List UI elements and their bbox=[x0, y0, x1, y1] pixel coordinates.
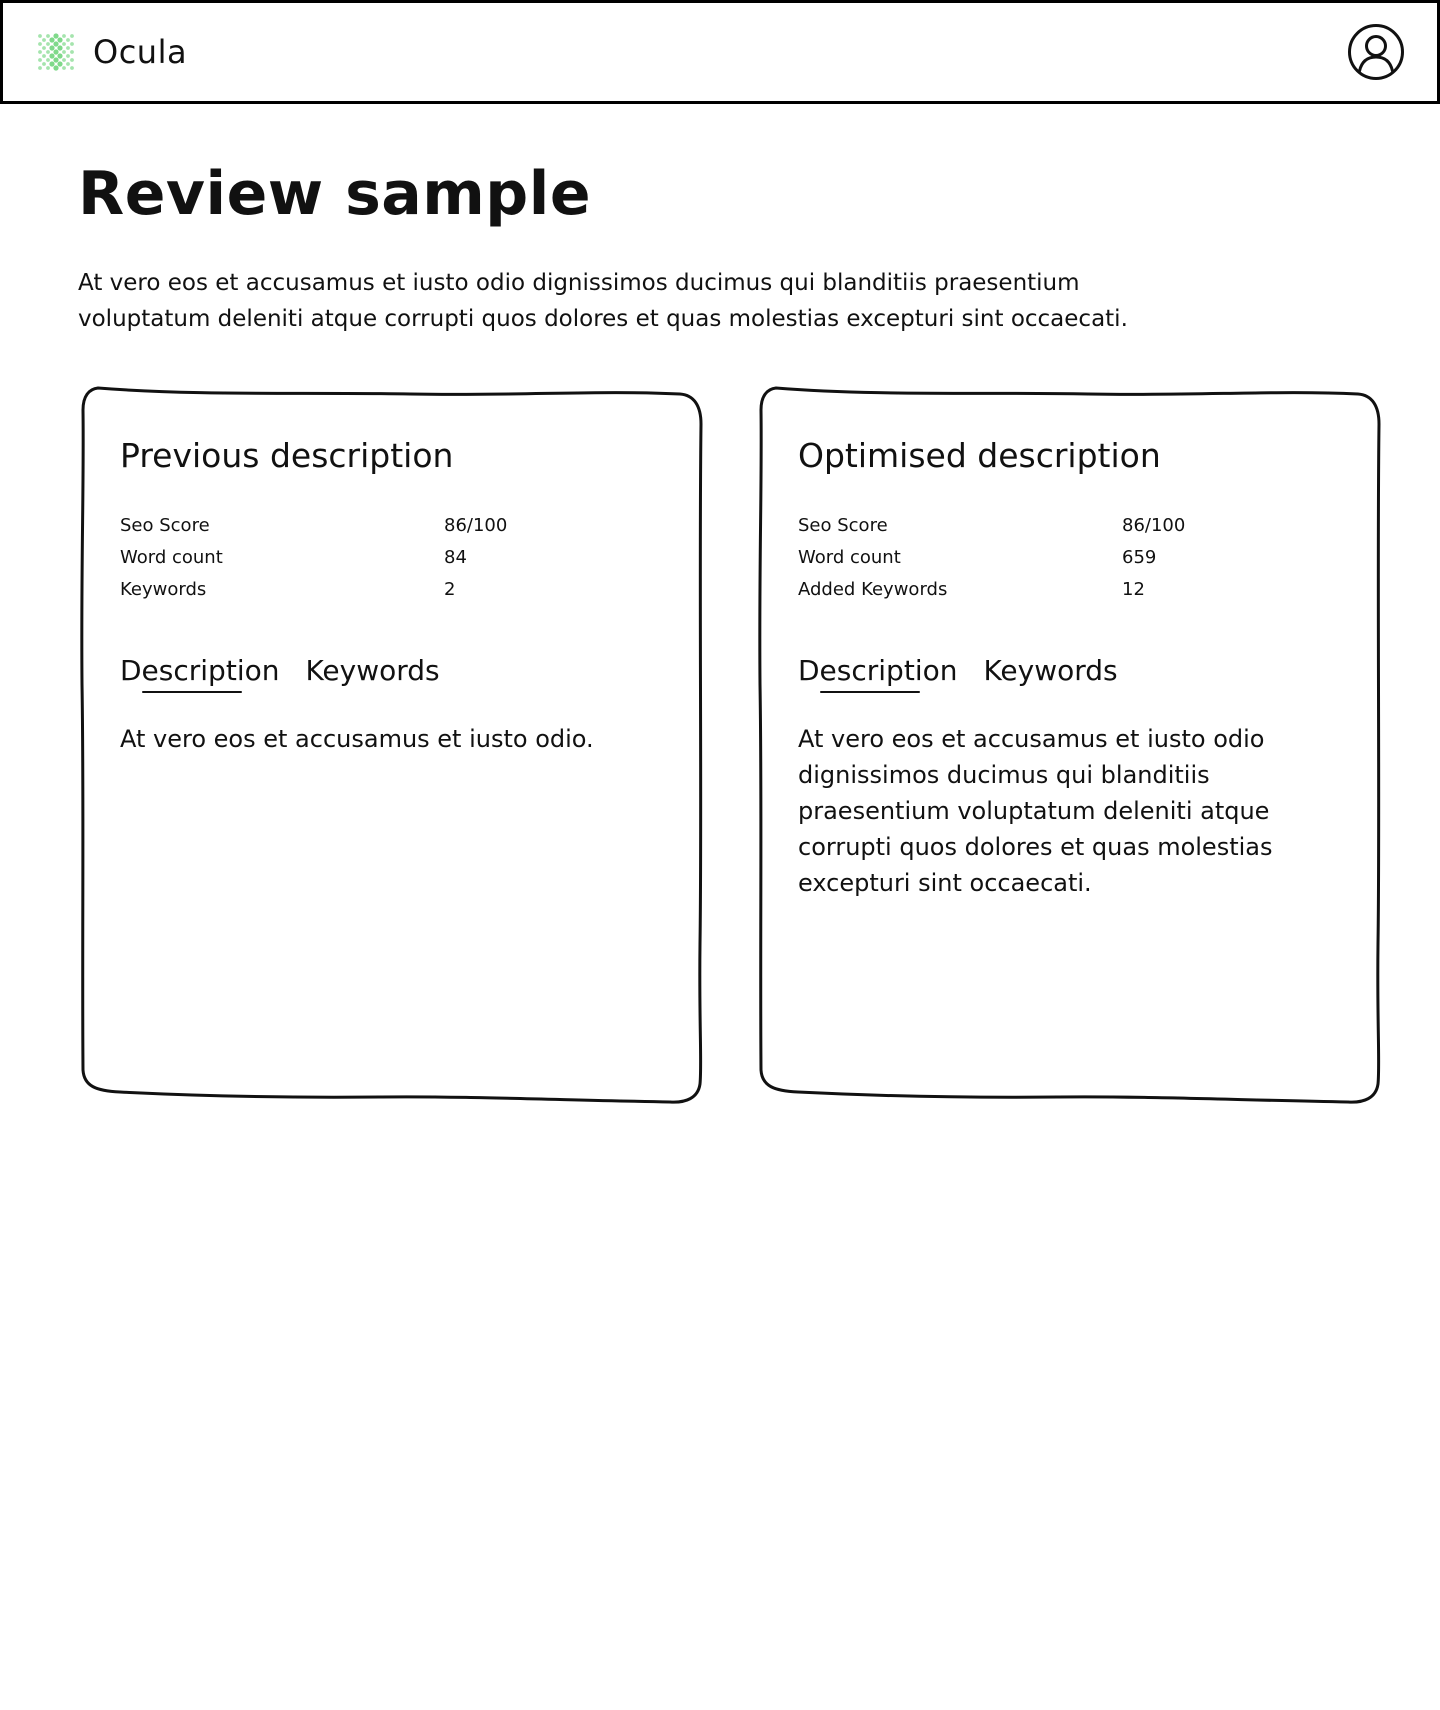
logo-dot bbox=[42, 46, 46, 50]
card-body bbox=[798, 436, 1358, 901]
logo-dot bbox=[70, 58, 74, 62]
logo-dot bbox=[49, 53, 54, 58]
logo-dot bbox=[70, 42, 74, 46]
stat-label: Added Keywords bbox=[798, 578, 948, 600]
logo-dot bbox=[53, 33, 58, 38]
logo-dot bbox=[49, 45, 54, 50]
tab-keywords[interactable]: Keywords bbox=[983, 653, 1118, 687]
page-title: Review sample bbox=[78, 159, 592, 229]
logo-dot bbox=[46, 66, 50, 70]
comparison-cards bbox=[80, 384, 1380, 1104]
logo-dot bbox=[42, 38, 46, 42]
previous-description-card bbox=[80, 384, 704, 1104]
tab-description[interactable]: Description bbox=[798, 654, 957, 694]
logo-dot bbox=[62, 34, 66, 38]
stat-row bbox=[120, 542, 620, 574]
logo-dot bbox=[70, 50, 74, 54]
logo-dot bbox=[38, 58, 42, 62]
card-title: Previous description bbox=[120, 436, 454, 475]
logo-dot bbox=[62, 42, 66, 46]
top-bar bbox=[0, 0, 1440, 104]
stat-value: 659 bbox=[1122, 546, 1157, 568]
logo-dot bbox=[38, 50, 42, 54]
logo-dot bbox=[42, 54, 46, 58]
tab-keywords[interactable]: Keywords bbox=[305, 653, 440, 687]
brand[interactable] bbox=[33, 29, 187, 75]
stat-label: Word count bbox=[120, 546, 223, 568]
stat-label: Word count bbox=[798, 546, 901, 568]
stat-label: Keywords bbox=[120, 578, 207, 600]
main-content bbox=[78, 160, 1378, 337]
stat-value: 86/100 bbox=[444, 514, 508, 536]
stat-row bbox=[798, 574, 1298, 606]
logo-dot bbox=[62, 66, 66, 70]
logo-dot bbox=[53, 41, 58, 46]
dotted-diamond-logo-icon bbox=[33, 29, 79, 75]
logo-dot bbox=[53, 49, 58, 54]
description-text: At vero eos et accusamus et iusto odio dignissimos ducimus qui blanditiis praesentium voluptatum deleniti atque corrupti quos dolores et quas molestias excepturi sint occaecati. bbox=[798, 725, 1273, 898]
page-intro: At vero eos et accusamus et iusto odio dignissimos ducimus qui blanditiis praesentium voluptatum deleniti atque corrupti quos dolores et quas molestias excepturi sint occaecati. bbox=[78, 270, 1128, 332]
user-avatar-icon[interactable] bbox=[1347, 23, 1405, 81]
logo-dot bbox=[42, 62, 46, 66]
stat-value: 84 bbox=[444, 546, 467, 568]
logo-dot bbox=[46, 42, 50, 46]
logo-dot bbox=[46, 58, 50, 62]
logo-dot bbox=[66, 62, 70, 66]
stats-table bbox=[798, 510, 1298, 606]
tab-bar bbox=[120, 654, 680, 694]
logo-dot bbox=[62, 58, 66, 62]
logo-dot bbox=[66, 38, 70, 42]
stat-row bbox=[798, 542, 1298, 574]
logo-dot bbox=[62, 50, 66, 54]
stat-value: 2 bbox=[444, 578, 456, 600]
logo-dot bbox=[49, 61, 54, 66]
logo-dot bbox=[38, 42, 42, 46]
logo-dot bbox=[38, 34, 42, 38]
description-text: At vero eos et accusamus et iusto odio. bbox=[120, 725, 594, 754]
brand-name: Ocula bbox=[93, 33, 188, 71]
logo-dot bbox=[38, 66, 42, 70]
stat-label: Seo Score bbox=[120, 514, 210, 536]
tab-description[interactable]: Description bbox=[120, 654, 279, 694]
card-title: Optimised description bbox=[798, 436, 1161, 475]
logo-dot bbox=[57, 53, 62, 58]
logo-dot bbox=[57, 61, 62, 66]
tab-bar bbox=[798, 654, 1358, 694]
logo-dot bbox=[53, 65, 58, 70]
stats-table bbox=[120, 510, 620, 606]
card-body bbox=[120, 436, 680, 757]
logo-dot bbox=[49, 37, 54, 42]
logo-dot bbox=[70, 34, 74, 38]
logo-dot bbox=[66, 46, 70, 50]
logo-dot bbox=[66, 54, 70, 58]
stat-row bbox=[120, 574, 620, 606]
stat-value: 12 bbox=[1122, 578, 1145, 600]
stat-label: Seo Score bbox=[798, 514, 888, 536]
stat-row bbox=[120, 510, 620, 542]
stat-value: 86/100 bbox=[1122, 514, 1186, 536]
logo-dot bbox=[46, 50, 50, 54]
stat-row bbox=[798, 510, 1298, 542]
optimised-description-card bbox=[758, 384, 1382, 1104]
logo-dot bbox=[57, 37, 62, 42]
logo-dot bbox=[46, 34, 50, 38]
logo-dot bbox=[70, 66, 74, 70]
logo-dot bbox=[57, 45, 62, 50]
logo-dot bbox=[53, 57, 58, 62]
